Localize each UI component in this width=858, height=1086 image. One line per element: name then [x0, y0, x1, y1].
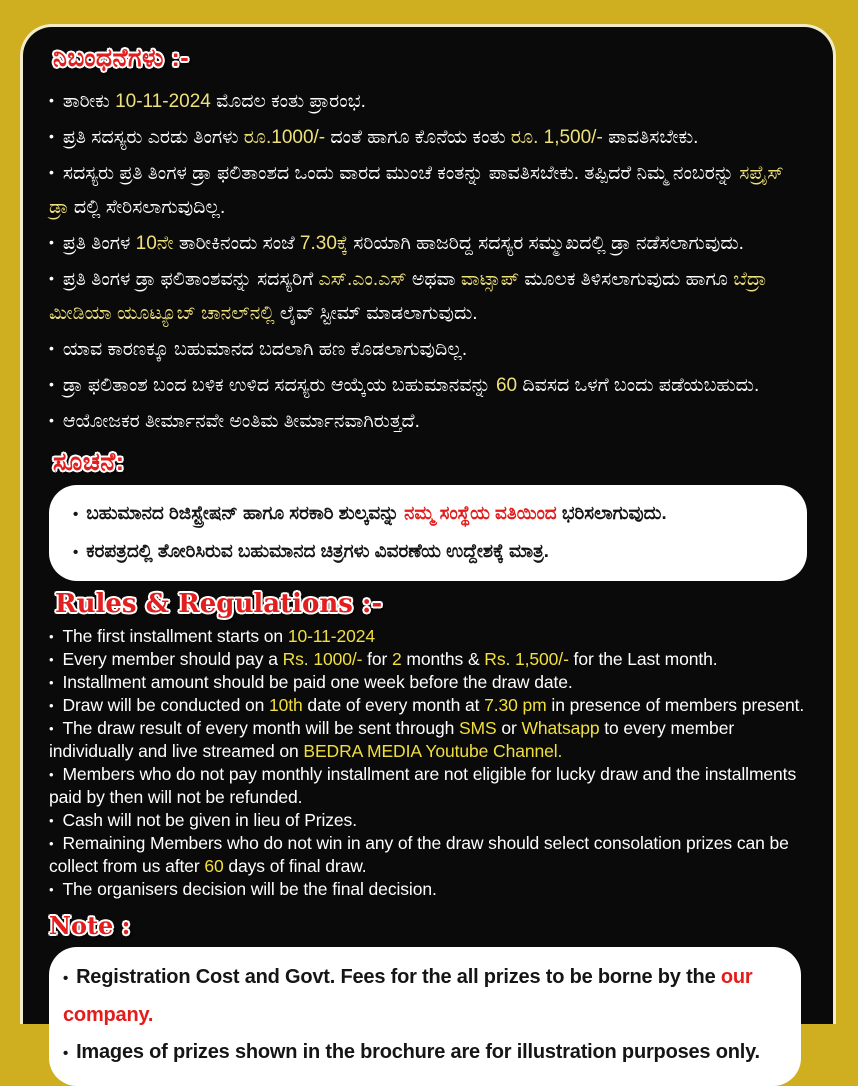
body-text: or — [496, 718, 522, 738]
list-item — [49, 763, 807, 809]
highlighted-text: 7.30 pm — [484, 695, 547, 715]
bullet-icon: • — [49, 721, 54, 736]
rules-list — [49, 625, 807, 901]
body-text: for — [362, 649, 392, 669]
body-text: ದಿವಸದ ಒಳಗೆ ಬಂದು ಪಡೆಯಬಹುದು. — [517, 375, 760, 396]
highlighted-text: 10-11-2024 — [287, 626, 376, 646]
bullet-icon: • — [49, 340, 54, 356]
bullet-icon: • — [49, 882, 54, 897]
highlighted-text: ನಮ್ಮ ಸಂಸ್ಥೆಯ ವತಿಯಿಂದ — [404, 502, 557, 523]
highlighted-text: 7.30ಕ್ಕೆ — [299, 233, 349, 254]
body-text: date of every month at — [302, 695, 485, 715]
body-text: ಸರಿಯಾಗಿ ಹಾಜರಿದ್ದ ಸದಸ್ಯರ ಸಮ್ಮುಖದಲ್ಲಿ ಡ್ರಾ ನಡೆಸಲಾಗುವುದು. — [348, 233, 744, 254]
list-item — [49, 625, 807, 648]
list-item — [49, 809, 807, 832]
body-text: ಪ್ರತಿ ತಿಂಗಳ ಡ್ರಾ ಫಲಿತಾಂಶವನ್ನು ಸದಸ್ಯರಿಗೆ — [62, 269, 319, 290]
highlighted-text: SMS — [458, 718, 497, 738]
highlighted-text: 10-11-2024 — [115, 91, 211, 112]
highlighted-text: ಸಪ್ರೈಸ್ ಡ್ರಾ — [49, 163, 784, 218]
rules-heading: Rules & Regulations :- — [55, 589, 383, 619]
body-text: ಬಹುಮಾನದ ರಿಜಿಸ್ಟ್ರೇಷನ್ ಹಾಗೂ ಸರಕಾರಿ ಶುಲ್ಕವನ್ನು — [86, 502, 405, 523]
body-text: ತಾರೀಕು — [62, 91, 116, 112]
highlighted-text: our company. — [63, 966, 753, 1026]
bullet-icon: • — [49, 234, 54, 250]
list-item — [49, 878, 807, 901]
body-text: Draw will be conducted on — [62, 695, 269, 715]
list-item — [49, 225, 807, 261]
list-item — [49, 648, 807, 671]
bullet-icon: • — [63, 970, 69, 987]
bullet-icon: • — [49, 164, 54, 180]
body-text: ತಾರೀಕಿನಂದು ಸಂಜೆ — [173, 233, 300, 254]
highlighted-text: BEDRA MEDIA Youtube Channel. — [303, 741, 563, 761]
list-item — [49, 119, 807, 155]
body-text: ಪ್ರತಿ ತಿಂಗಳ — [62, 233, 136, 254]
highlighted-text: 60 — [495, 375, 518, 396]
bullet-icon: • — [49, 698, 54, 713]
flyer-panel — [20, 24, 836, 1063]
conditions-heading: ನಿಬಂಧನೆಗಳು :- — [53, 44, 190, 72]
list-item — [63, 1034, 781, 1072]
list-item — [49, 261, 807, 331]
bullet-icon: • — [63, 1045, 69, 1062]
body-text: for the Last month. — [568, 649, 718, 669]
body-text: The organisers decision will be the final decision. — [62, 879, 437, 899]
highlighted-text: ರೂ. 1,500/- — [510, 127, 603, 148]
bullet-icon: • — [49, 813, 54, 828]
body-text: The first installment starts on — [62, 626, 288, 646]
highlighted-text: 2 — [392, 649, 402, 669]
body-text: ಮೂಲಕ ತಿಳಿಸಲಾಗುವುದು ಹಾಗೂ — [519, 269, 734, 290]
bullet-icon: • — [49, 767, 54, 782]
body-text: ಭರಿಸಲಾಗುವುದು. — [556, 502, 667, 523]
body-text: ಆಯೋಜಕರ ತೀರ್ಮಾನವೇ ಅಂತಿಮ ತೀರ್ಮಾನವಾಗಿರುತ್ತದೆ. — [62, 411, 420, 432]
body-text: ಕರಪತ್ರದಲ್ಲಿ ತೋರಿಸಿರುವ ಬಹುಮಾನದ ಚಿತ್ರಗಳು ವಿವರಣೆಯ ಉದ್ದೇಶಕ್ಕೆ ಮಾತ್ರ. — [86, 540, 549, 561]
highlighted-text: 10ನೇ — [135, 233, 174, 254]
bullet-icon: • — [49, 629, 54, 644]
highlighted-text: ವಾಟ್ಸಾಪ್ — [460, 269, 520, 290]
body-text: ಮೊದಲ ಕಂತು ಪ್ರಾರಂಭ. — [210, 91, 366, 112]
body-text: ಪ್ರತಿ ಸದಸ್ಯರು ಎರಡು ತಿಂಗಳು — [62, 127, 244, 148]
bullet-icon: • — [49, 270, 54, 286]
bullet-icon: • — [73, 506, 79, 523]
body-text: days of final draw. — [223, 856, 367, 876]
list-item — [73, 533, 783, 571]
body-text: months & — [401, 649, 485, 669]
body-text: Images of prizes shown in the brochure are for illustration purposes only. — [76, 1041, 760, 1063]
list-item — [49, 331, 807, 367]
highlighted-text: ಬೆದ್ರಾ ಮೀಡಿಯಾ ಯೂಟ್ಯೂಬ್ ಚಾನಲ್‌ನಲ್ಲಿ — [49, 269, 767, 324]
bullet-icon: • — [73, 544, 79, 561]
bullet-icon: • — [49, 675, 54, 690]
list-item — [49, 832, 807, 878]
list-item — [49, 671, 807, 694]
body-text: The draw result of every month will be sent through — [62, 718, 459, 738]
conditions-list — [49, 83, 807, 439]
bullet-icon: • — [49, 376, 54, 392]
note-heading: Note : — [49, 911, 131, 940]
note-box — [49, 947, 801, 1086]
body-text: ಡ್ರಾ ಫಲಿತಾಂಶ ಬಂದ ಬಳಿಕ ಉಳಿದ ಸದಸ್ಯರು ಆಯ್ಕೆಯ ಬಹುಮಾನವನ್ನು — [62, 375, 496, 396]
highlighted-text: Rs. 1000/- — [282, 649, 363, 669]
list-item — [63, 959, 781, 1034]
bullet-icon: • — [49, 836, 54, 851]
highlighted-text: 10th — [269, 695, 303, 715]
notice-box — [49, 485, 807, 581]
body-text: Remaining Members who do not win in any of the draw should select consolation prizes can be collect from us after — [49, 833, 789, 876]
list-item — [49, 83, 807, 119]
bullet-icon: • — [49, 92, 54, 108]
body-text: Registration Cost and Govt. Fees for the all prizes to be borne by the — [76, 966, 721, 988]
body-text: ಸದಸ್ಯರು ಪ್ರತಿ ತಿಂಗಳ ಡ್ರಾ ಫಲಿತಾಂಶದ ಒಂದು ವಾರದ ಮುಂಚೆ ಕಂತನ್ನು ಪಾವತಿಸಬೇಕು. ತಪ್ಪಿದರೆ ನಿಮ್ಮ ನಂಬರನ್ನು — [62, 163, 740, 184]
list-item — [73, 495, 783, 533]
list-item — [49, 155, 807, 225]
highlighted-text: Rs. 1,500/- — [484, 649, 569, 669]
body-text: ಪಾವತಿಸಬೇಕು. — [602, 127, 699, 148]
bullet-icon: • — [49, 652, 54, 667]
highlighted-text: ಎಸ್.ಎಂ.ಎಸ್ — [318, 269, 407, 290]
body-text: in presence of members present. — [546, 695, 805, 715]
bullet-icon: • — [49, 412, 54, 428]
body-text: ದಂತೆ ಹಾಗೂ ಕೊನೆಯ ಕಂತು — [325, 127, 511, 148]
body-text: Every member should pay a — [62, 649, 283, 669]
bullet-icon: • — [49, 128, 54, 144]
body-text: ಯಾವ ಕಾರಣಕ್ಕೂ ಬಹುಮಾನದ ಬದಲಾಗಿ ಹಣ ಕೊಡಲಾಗುವುದಿಲ್ಲ. — [62, 339, 468, 360]
highlighted-text: ರೂ.1000/- — [243, 127, 326, 148]
list-item — [49, 367, 807, 403]
body-text: ಲೈವ್ ಸ್ಟೀಮ್ ಮಾಡಲಾಗುವುದು. — [274, 303, 478, 324]
list-item — [49, 403, 807, 439]
highlighted-text: Whatsapp — [521, 718, 600, 738]
notice-heading: ಸೂಚನೆ: — [53, 448, 125, 476]
list-item — [49, 717, 807, 763]
body-text: ಅಥವಾ — [406, 269, 461, 290]
body-text: ದಲ್ಲಿ ಸೇರಿಸಲಾಗುವುದಿಲ್ಲ. — [68, 197, 226, 218]
body-text: to every member individually and live streamed on — [49, 718, 735, 761]
body-text: Installment amount should be paid one week before the draw date. — [62, 672, 573, 692]
list-item — [49, 694, 807, 717]
body-text: Cash will not be given in lieu of Prizes. — [62, 810, 357, 830]
highlighted-text: 60 — [204, 856, 224, 876]
body-text: Members who do not pay monthly installment are not eligible for lucky draw and the installments paid by then will not be refunded. — [49, 764, 797, 807]
